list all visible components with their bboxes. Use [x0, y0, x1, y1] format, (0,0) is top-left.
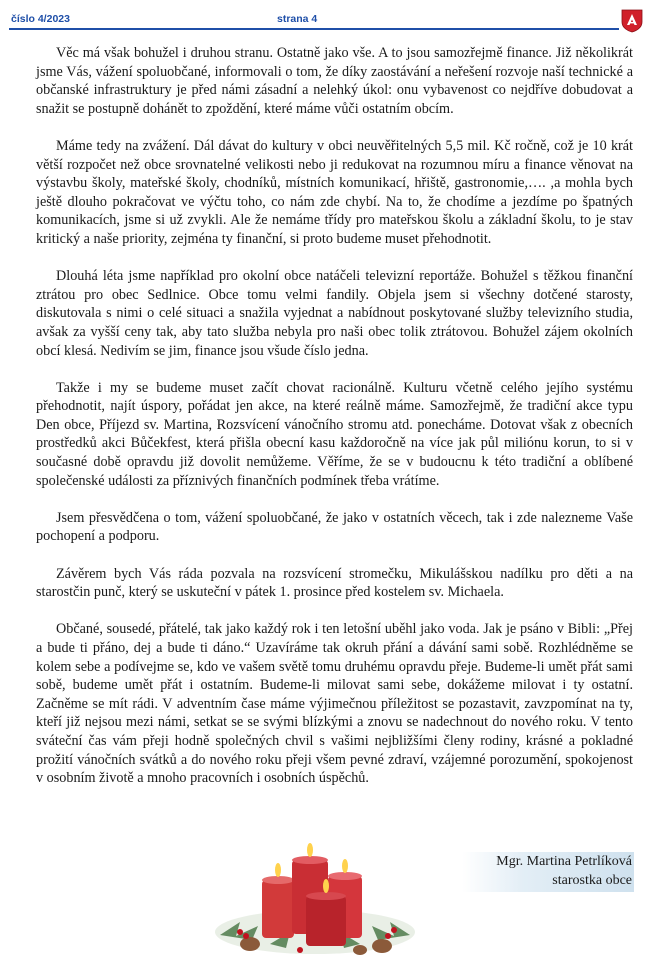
signature-title: starostka obce: [552, 873, 632, 888]
paragraph-wishes: Občané, sousedé, přátelé, tak jako každý rok i ten letošní uběhl jako voda. Jak je psáno v Bibli: „Přej a bude ti přáno, dej a bude ti dáno.“ Uzavíráme tak okruh přání a dávání sami sobě. Rozhlédněme se kolem sebe a podívejme se, kdo ve vašem světě tomu druhému opravdu přeje. Budeme-li umět přát sami sobě, budeme umět přát i ostatním. Budeme-li milovat sami sebe, dokážeme milovat i ty ostatní. Začněme se mít rádi. V adventním čase máme výjimečnou příležitost se pozastavit, zavzpomínat na ty, kteří již nejsou mezi námi, setkat se se svými blízkými a znovu se nadechnout do nového roku. V tento sváteční čas vám přeji hodně společných chvil s vašimi nejbližšími členy rodiny, krásné a pokladné prožití vánočních svátků a do nového roku přeji všem pevné zdraví, vzájemné porozumění, spokojenost v osobním životě a mnoho pracovních i osobních úspěchů.: [36, 621, 633, 787]
christmas-candles-illustration-icon: [210, 840, 420, 960]
municipal-emblem-icon: [621, 9, 643, 33]
paragraph-tv-reports: Dlouhá léta jsme například pro okolní obce natáčeli televizní reportáže. Bohužel s těžkou finanční ztrátou pro obec Sedlnice. Obce tomu velmi fandily. Objela jsem si všechny dotčené starosty, diskutovala s nimi o celé situaci a snažila vyjednat a nabídnout poskytované služby televizního studia, avšak za vyšší ceny tak, aby tato služba nebyla pro naši obec tolik ztrátovou. Bohužel zájem okolních obcí klesá. Nedivím se jim, finance jsou všude číslo jedna.: [36, 268, 633, 359]
paragraph-rational-culture: Takže i my se budeme muset začít chovat racionálně. Kulturu včetně celého jejího systému přehodnotit, najít úspory, pořádat jen akce, na které reálně máme. Samozřejmě, že tradiční akce typu Den obce, Příjezd sv. Martina, Rozsvícení vánočního stromu atd. ponecháme. Dotovat však z obecních prostředků akci Bůčekfest, která přišla obecní kasu každoročně na více jak půl miliónu korun, to si v současné době opravdu již dovolit nemůžeme. Věříme, že se v budoucnu k této tradiční a oblíbené společenské události za příznivých finančních podmínek třeba vrátíme.: [36, 379, 633, 489]
issue-number: číslo 4/2023: [11, 13, 70, 25]
signature-block: [462, 852, 634, 892]
header-divider: [9, 28, 619, 30]
paragraph-culture-budget: Máme tedy na zvážení. Dál dávat do kultury v obci neuvěřitelných 5,5 mil. Kč ročně, což je 10 krát větší rozpočet než obce srovnatelné velikosti nebo ji redukovat na rozumnou míru a finance věnovat na výstavbu školy, mateřské školy, chodníků, místních komunikací, hřiště, gastronomie,…. ,a mohla bych ještě dlouho pokračovat ve výčtu toho, co nám zde chybí. Na to, že chodíme a jezdíme po špatných komunikacích, jsme si už zvykli. Ale že nemáme třídy pro mateřskou školu a základní školu, to je stav kritický a naše priority, zejména ty finanční, si proto budeme muset přehodnotit.: [36, 137, 633, 247]
page-number: strana 4: [277, 13, 318, 25]
signature-name: Mgr. Martina Petrlíková: [496, 854, 632, 869]
paragraph-understanding: Jsem přesvědčena o tom, vážení spoluobčané, že jako v ostatních věcech, tak i zde nalezneme Vaše pochopení a podporu.: [36, 509, 633, 545]
page-header: [9, 13, 641, 29]
article-body: [36, 44, 633, 806]
paragraph-invitation: Závěrem bych Vás ráda pozvala na rozsvícení stromečku, Mikulášskou nadílku pro děti a na starostčin punč, který se uskuteční v pátek 1. prosince před kostelem sv. Michaela.: [36, 565, 633, 601]
paragraph-finances: Věc má však bohužel i druhou stranu. Ostatně jako vše. A to jsou samozřejmě finance. Již několikrát jsme Vás, vážení spoluobčané, informovali o tom, že díky zaostávání a neřešení rozvoje naší technické a občanské infrastruktury je před námi zásadní a nelehký úkol: onu vybavenost co nejdříve dobudovat a snažit se postupně dohánět to zpoždění, které máme vůči ostatním obcím.: [36, 45, 633, 117]
